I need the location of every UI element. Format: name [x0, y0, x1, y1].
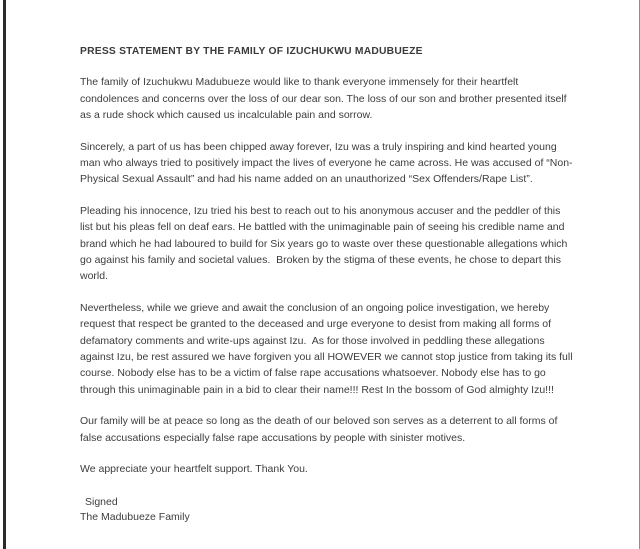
paragraph-innocence: Pleading his innocence, Izu tried his best to reach out to his anonymous accuser and the peddler of this list but his pleas fell on deaf ears. He battled with the unimaginable pain of seeing his credible name and brand which he had laboured to build for Six years go to waste over these questionable allegations which go against his family and societal values. Broken by the stigma of these events, he chose to depart this world. [80, 204, 571, 283]
document-content [80, 45, 576, 526]
paragraph-acknowledgement: The family of Izuchukwu Madubueze would like to thank everyone immensely for their heartfelt condolences and concerns over the loss of our dear son. The loss of our son and brother presented itself as a rude shock which caused us incalculable pain and sorrow. [80, 76, 570, 122]
signature-block [80, 495, 576, 526]
paragraph-tribute: Sincerely, a part of us has been chipped away forever, Izu was a truly inspiring and kind hearted young man who always tried to positively impact the lives of everyone he came across. He was accused of “Non-Physical Sexual Assault” and had his name added on an unauthorized “Sex Offenders/Rape List”. [80, 140, 573, 186]
signed-label: Signed [85, 495, 118, 508]
page-title: PRESS STATEMENT BY THE FAMILY OF IZUCHUKWU MADUBUEZE [80, 46, 423, 57]
signatory-name: The Madubueze Family [80, 511, 190, 524]
paragraph-thanks: We appreciate your heartfelt support. Thank You. [80, 463, 308, 476]
paragraph-closing-appeal: Our family will be at peace so long as the death of our beloved son serves as a deterrent to all forms of false accusations especially false rape accusations by people with sinister motives. [80, 415, 561, 444]
page-left-edge-band [3, 0, 6, 549]
paragraph-request: Nevertheless, while we grieve and await the conclusion of an ongoing police investigation, we hereby request that respect be granted to the deceased and urge everyone to desist from making all forms of defamatory comments and write-ups against Izu. As for those involved in peddling these allegations against Izu, be rest assured we have forgiven you all HOWEVER we cannot stop justice from taking its full course. Nobody else has to be a victim of false rape accusations whatsoever. Nobody else has to go through this unimaginable pain in a bid to clear their name!!! Rest In the bossom of God almighty Izu!!! [80, 301, 576, 396]
